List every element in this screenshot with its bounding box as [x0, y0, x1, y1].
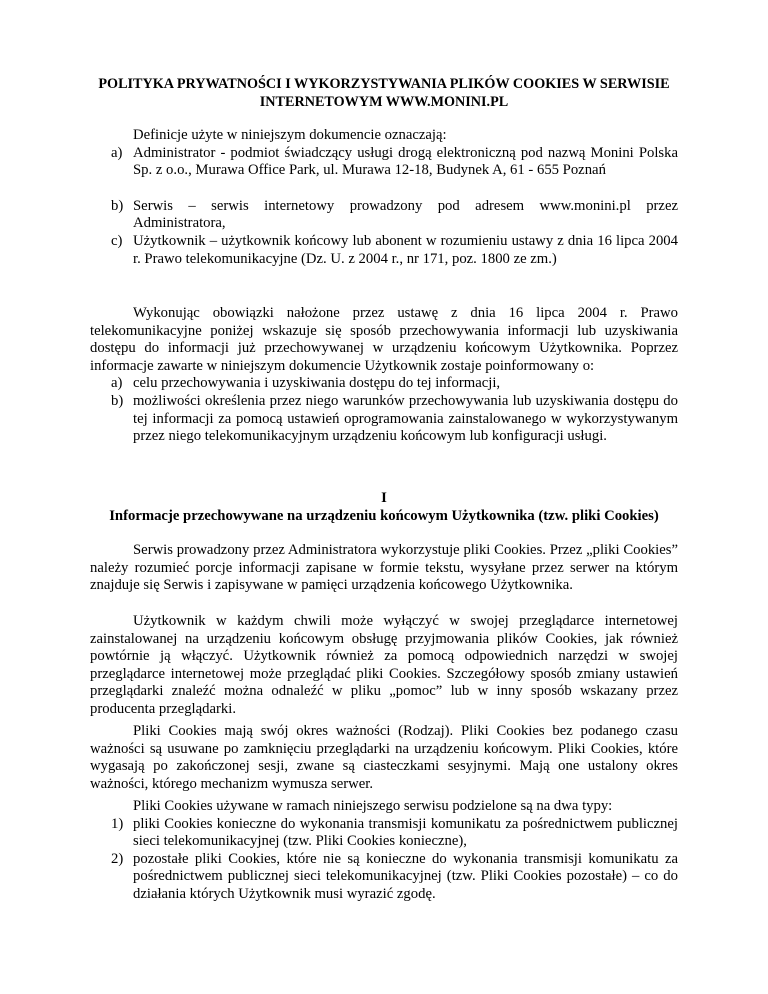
list-marker: 2) [111, 850, 124, 867]
list-marker: 1) [111, 815, 124, 832]
obligation-text: celu przechowywania i uzyskiwania dostępu do tej informacji, [133, 375, 501, 392]
types-list [90, 816, 678, 904]
cookie-types-section [90, 798, 678, 904]
obligations-section [90, 305, 678, 446]
type-item [90, 816, 678, 851]
type-item [90, 851, 678, 904]
obligation-item [90, 393, 678, 446]
list-marker: a) [111, 144, 123, 161]
definitions-intro: Definicje użyte w niniejszym dokumencie oznaczają: [133, 127, 447, 143]
obligations-paragraph: Wykonując obowiązki nałożone przez ustawę z dnia 16 lipca 2004 r. Prawo telekomunikacyjne poniżej wskazuje się sposób przechowywania informacji lub uzyskiwania dostępu do informacji już przechowywanej w urządzeniu końcowym Użytkownika. Poprzez informacje zawarte w niniejszym dokumencie Użytkownik zostaje poinformowany o: [90, 305, 678, 374]
list-marker: b) [111, 197, 124, 214]
definition-text: Użytkownik – użytkownik końcowy lub abonent w rozumieniu ustawy z dnia 16 lipca 2004 r. Prawo telekomunikacyjne (Dz. U. z 2004 r., nr 171, poz. 1800 ze zm.) [133, 232, 678, 267]
obligation-item [90, 375, 678, 393]
definition-text: Administrator - podmiot świadczący usługi drogą elektroniczną pod nazwą Monini Polska Sp. z o.o., Murawa Office Park, ul. Murawa 12-18, Budynek A, 61 - 655 Poznań [133, 144, 678, 179]
browser-settings-paragraph: Użytkownik w każdym chwili może wyłączyć w swojej przeglądarce internetowej zainstalowanej na urządzeniu końcowym obsługę przyjmowania plików Cookies, jak również powtórnie ją włączyć. Użytkownik również za pomocą odpowiednich narzędzi w swojej przeglądarce internetowej może przeglądać pliki Cookies. Szczegółowy sposób zmiany ustawień przeglądarki znaleźć można odnaleźć w pliku „pomoc” lub w inny sposób wskazany przez producenta przeglądarki. [90, 613, 678, 717]
obligation-text: możliwości określenia przez niego warunków przechowywania lub uzyskiwania dostępu do tej informacji za pomocą ustawień oprogramowania zainstalowanego w wykorzystywanym przez niego telekomunikacyjnym urządzeniu końcowym lub konfiguracji usługi. [133, 392, 678, 445]
types-intro: Pliki Cookies używane w ramach niniejszego serwisu podzielone są na dwa typy: [133, 798, 613, 814]
definition-item [90, 233, 678, 268]
definition-text: Serwis – serwis internetowy prowadzony pod adresem www.monini.pl przez Administratora, [133, 197, 678, 232]
obligations-list [90, 375, 678, 445]
definition-item [90, 145, 678, 180]
cookies-definition-paragraph: Serwis prowadzony przez Administratora wykorzystuje pliki Cookies. Przez „pliki Cookies” należy rozumieć porcje informacji zapisane w formie tekstu, wysyłane przez serwer na którym znajduje się Serwis i zapisywane w pamięci urządzenia końcowego Użytkownika. [90, 542, 678, 594]
type-text: pliki Cookies konieczne do wykonania transmisji komunikatu za pośrednictwem publicznej sieci telekomunikacyjnej (tzw. Pliki Cookies konieczne), [133, 815, 678, 850]
definition-item [90, 198, 678, 233]
list-marker: c) [111, 232, 123, 249]
section-paragraph [90, 613, 678, 719]
section-paragraph [90, 542, 678, 595]
document-title: POLITYKA PRYWATNOŚCI I WYKORZYSTYWANIA PLIKÓW COOKIES W SERWISIE INTERNETOWYM WWW.MONINI.PL [98, 76, 670, 110]
cookie-validity-paragraph: Pliki Cookies mają swój okres ważności (Rodzaj). Pliki Cookies bez podanego czasu ważności są usuwane po zamknięciu przeglądarki na urządzeniu końcowym. Pliki Cookies, które wygasają po zakończonej sesji, zwane są ciasteczkami sesyjnymi. Mają one ustalony okres ważności, którego mechanizm wymusza serwer. [90, 723, 678, 792]
section-number: I [381, 490, 387, 506]
type-text: pozostałe pliki Cookies, które nie są konieczne do wykonania transmisji komunikatu za pośrednictwem publicznej sieci telekomunikacyjnej (tzw. Pliki Cookies pozostałe) – co do działania których Użytkownik musi wyrazić zgodę. [133, 850, 678, 902]
list-marker: a) [111, 375, 123, 392]
definitions-section [90, 127, 678, 268]
section-title: Informacje przechowywane na urządzeniu końcowym Użytkownika (tzw. pliki Cookies) [109, 508, 659, 524]
section-paragraph [90, 723, 678, 793]
list-marker: b) [111, 392, 124, 409]
definitions-list [90, 145, 678, 269]
